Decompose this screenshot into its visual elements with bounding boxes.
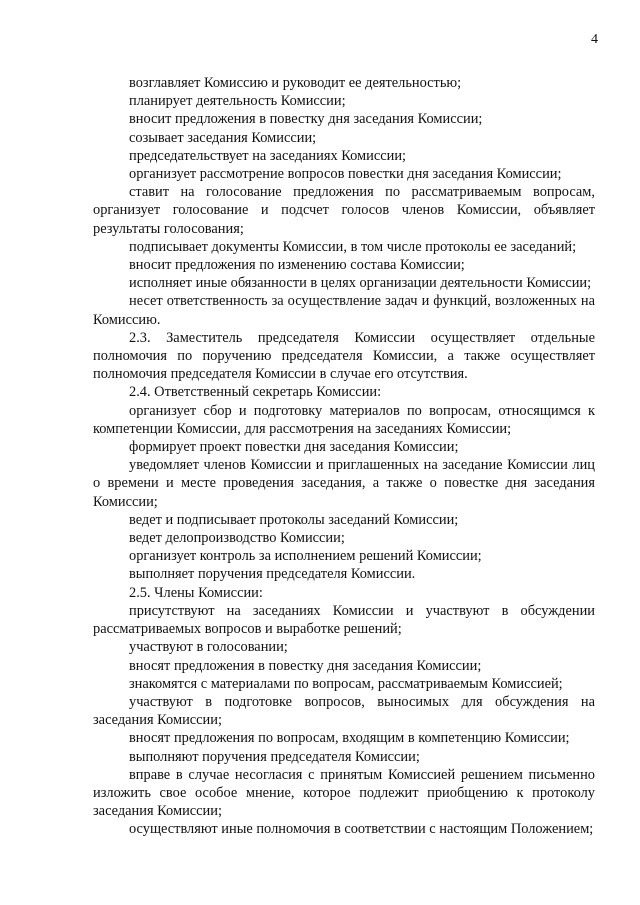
paragraph: исполняет иные обязанности в целях организации деятельности Комиссии; [129,275,592,292]
document-body [93,74,595,839]
paragraph: организует рассмотрение вопросов повестки дня заседания Комиссии; [129,166,562,183]
paragraph: организует сбор и подготовку материалов по вопросам, относящимся к компетенции Комиссии, для рассмотрения на заседаниях Комиссии; [93,402,595,437]
paragraph: созывает заседания Комиссии; [129,129,317,146]
paragraph: 2.3. Заместитель председателя Комиссии осуществляет отдельные полномочия по поручению председателя Комиссии, а также осуществляет полномочия председателя Комиссии в случае его отсутствия. [93,329,595,383]
paragraph: формирует проект повестки дня заседания Комиссии; [129,439,459,456]
paragraph: организует контроль за исполнением решений Комиссии; [129,548,482,565]
paragraph: председательствует на заседаниях Комиссии; [129,147,407,164]
paragraph: участвуют в голосовании; [129,639,288,656]
paragraph: несет ответственность за осуществление задач и функций, возложенных на Комиссию. [93,293,595,328]
paragraph: вносят предложения в повестку дня заседания Комиссии; [129,657,482,674]
paragraph: вправе в случае несогласия с принятым Комиссией решением письменно изложить свое особое мнение, которое подлежит приобщению к протоколу заседания Комиссии; [93,766,595,820]
paragraph: вносит предложения в повестку дня заседания Комиссии; [129,111,483,128]
paragraph: ставит на голосование предложения по рассматриваемым вопросам, организует голосование и подсчет голосов членов Комиссии, объявляет результаты голосования; [93,184,595,237]
paragraph: планирует деятельность Комиссии; [129,93,346,110]
paragraph: выполняет поручения председателя Комиссии. [129,566,416,583]
paragraph: 2.4. Ответственный секретарь Комиссии: [129,384,382,401]
paragraph: осуществляют иные полномочия в соответствии с настоящим Положением; [129,821,594,838]
paragraph: вносят предложения по вопросам, входящим в компетенцию Комиссии; [129,730,570,747]
paragraph: участвуют в подготовке вопросов, выносимых для обсуждения на заседания Комиссии; [93,693,595,729]
page-number: 4 [591,32,598,47]
paragraph: знакомятся с материалами по вопросам, рассматриваемым Комиссией; [129,675,563,692]
paragraph: уведомляет членов Комиссии и приглашенных на заседание Комиссии лиц о времени и месте проведения заседания, а также о повестке дня заседания Комиссии; [93,457,595,510]
paragraph: присутствуют на заседаниях Комиссии и участвуют в обсуждении рассматриваемых вопросов и выработке решений; [93,602,595,638]
paragraph: подписывает документы Комиссии, в том числе протоколы ее заседаний; [129,238,577,255]
paragraph: возглавляет Комиссию и руководит ее деятельностью; [129,75,462,91]
paragraph: выполняют поручения председателя Комиссии; [129,748,420,765]
paragraph: ведет и подписывает протоколы заседаний Комиссии; [129,511,459,528]
paragraph: ведет делопроизводство Комиссии; [129,530,345,547]
paragraph: 2.5. Члены Комиссии: [129,584,263,601]
paragraph: вносит предложения по изменению состава Комиссии; [129,257,465,274]
